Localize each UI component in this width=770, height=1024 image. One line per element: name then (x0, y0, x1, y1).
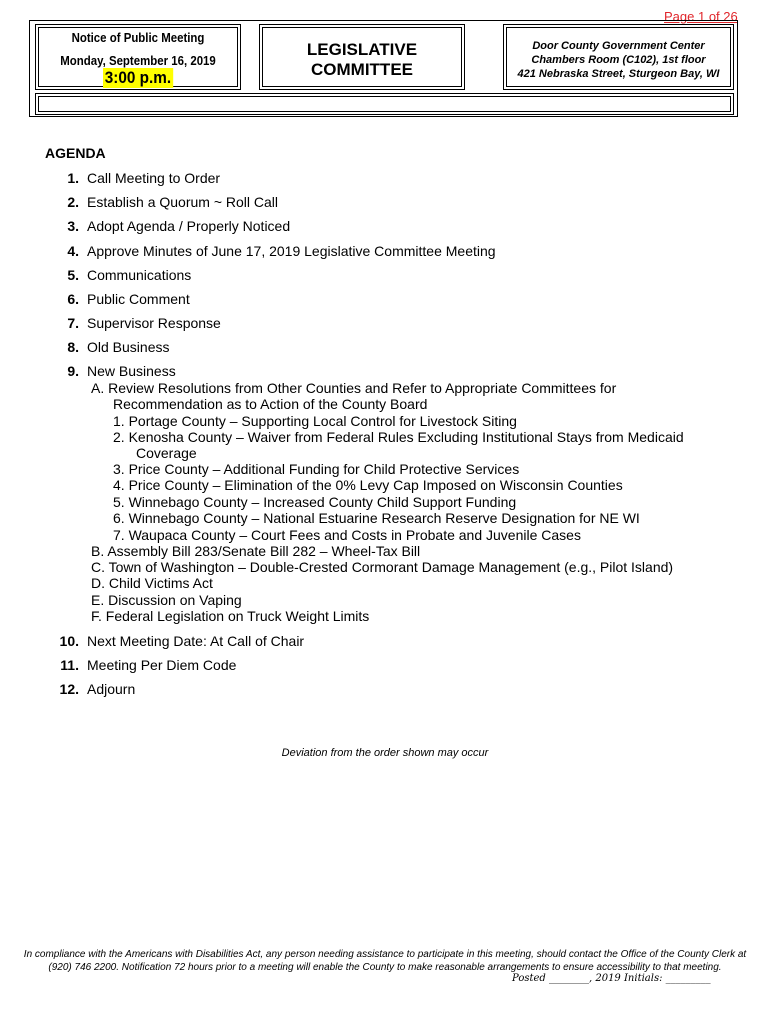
agenda-item-number: 3. (67, 218, 79, 234)
new-business-item-a: A. Review Resolutions from Other Counties and Refer to Appropriate Committees for (91, 380, 617, 396)
new-business-item: D. Child Victims Act (91, 575, 213, 591)
agenda-item-number: 1. (67, 170, 79, 186)
agenda-title: AGENDA (45, 145, 106, 161)
meeting-time: 3:00 p.m. (104, 68, 172, 87)
notice-title: Notice of Public Meeting (71, 30, 205, 45)
resolution-item: 6. Winnebago County – National Estuarine Research Reserve Designation for NE WI (113, 510, 640, 526)
agenda-item (60, 657, 237, 673)
agenda-item-number: 8. (67, 339, 79, 355)
resolution-item: 1. Portage County – Supporting Local Control for Livestock Siting (113, 413, 517, 429)
agenda-item-text: Adopt Agenda / Properly Noticed (87, 218, 291, 234)
committee-box (262, 27, 462, 87)
agenda-item-number: 7. (67, 315, 79, 331)
header-frame (29, 20, 738, 117)
resolution-item-continued: Coverage (136, 445, 197, 461)
resolution-item: 7. Waupaca County – Court Fees and Costs in Probate and Juvenile Cases (113, 527, 581, 543)
meeting-date: Monday, September 16, 2019 (60, 53, 216, 68)
new-business-item: E. Discussion on Vaping (91, 592, 242, 608)
agenda-item (67, 194, 279, 210)
location-line3: 421 Nebraska Street, Sturgeon Bay, WI (517, 68, 720, 80)
agenda-item-number: 11. (60, 657, 79, 673)
agenda-item (67, 218, 291, 234)
posted-initials-line: Posted ________, 2019 Initials: _________ (512, 973, 711, 984)
agenda-item (67, 170, 221, 186)
location-line1: Door County Government Center (532, 40, 705, 52)
agenda-item-number: 6. (67, 291, 79, 307)
ada-note-line2: (920) 746 2200. Notification 72 hours prior to a meeting will enable the County to make reasonable arrangements to ensure accessibility to that meeting. (48, 962, 722, 973)
agenda-item-text: Old Business (87, 339, 170, 355)
agenda-item-number: 9. (67, 363, 79, 379)
new-business-item: C. Town of Washington – Double-Crested Cormorant Damage Management (e.g., Pilot Island) (91, 559, 674, 575)
new-business-item-a-continued: Recommendation as to Action of the County Board (113, 396, 428, 412)
agenda-item (67, 315, 221, 331)
agenda-item-text: Call Meeting to Order (87, 170, 221, 186)
meeting-notice-box (38, 27, 238, 87)
meeting-location (507, 39, 730, 81)
committee-name-line2: COMMITTEE (311, 60, 413, 79)
new-business-item: F. Federal Legislation on Truck Weight Limits (91, 608, 370, 624)
deviation-note: Deviation from the order shown may occur (281, 747, 489, 759)
agenda-item-text: Public Comment (87, 291, 190, 307)
page-number: Page 1 of 26 (664, 9, 738, 24)
agenda-item-text: Meeting Per Diem Code (87, 657, 237, 673)
new-business-item: B. Assembly Bill 283/Senate Bill 282 – Wheel-Tax Bill (91, 543, 421, 559)
location-line2: Chambers Room (C102), 1st floor (531, 54, 706, 66)
resolution-item: 2. Kenosha County – Waiver from Federal Rules Excluding Institutional Stays from Medicaid (113, 429, 684, 445)
resolution-item: 3. Price County – Additional Funding for Child Protective Services (113, 461, 520, 477)
agenda-item (59, 681, 136, 697)
agenda-item-number: 2. (67, 194, 79, 210)
agenda-item-text: Communications (87, 267, 192, 283)
agenda-item-number: 4. (67, 243, 79, 259)
agenda-item (59, 633, 305, 649)
agenda-item-number: 5. (67, 267, 79, 283)
agenda-item-text: Establish a Quorum ~ Roll Call (87, 194, 279, 210)
committee-name (263, 40, 461, 80)
agenda-item (67, 267, 192, 283)
agenda-item-number: 10. (59, 633, 79, 649)
agenda-item-text: New Business (87, 363, 176, 379)
ada-compliance-note (0, 948, 770, 974)
resolution-item: 4. Price County – Elimination of the 0% Levy Cap Imposed on Wisconsin Counties (113, 477, 623, 493)
agenda-item-number: 12. (59, 681, 79, 697)
header-bottom-bar (38, 96, 731, 112)
resolution-item: 5. Winnebago County – Increased County Child Support Funding (113, 494, 517, 510)
agenda-item-text: Adjourn (87, 681, 136, 697)
agenda-item-text: Supervisor Response (87, 315, 221, 331)
ada-note-line1: In compliance with the Americans with Disabilities Act, any person needing assistance to participate in this meeting, should contact the Office of the County Clerk at (23, 949, 747, 960)
agenda-item-text: Approve Minutes of June 17, 2019 Legislative Committee Meeting (87, 243, 496, 259)
committee-name-line1: LEGISLATIVE (306, 40, 418, 59)
agenda-item (67, 291, 190, 307)
agenda-item (67, 363, 176, 379)
agenda-item (67, 243, 496, 259)
location-box (506, 27, 731, 87)
agenda-item (67, 339, 170, 355)
agenda-item-text: Next Meeting Date: At Call of Chair (87, 633, 305, 649)
